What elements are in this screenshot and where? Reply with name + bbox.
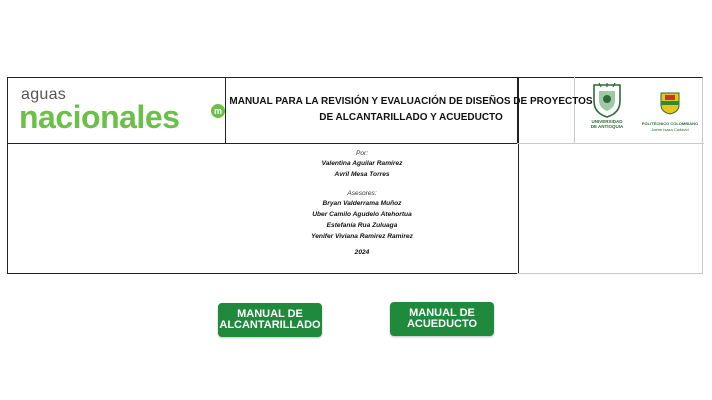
button-label-line: MANUAL DE [409, 307, 475, 319]
divider [225, 77, 226, 143]
politecnico-name-line: POLITÉCNICO COLOMBIANO [641, 121, 699, 126]
udea-name-line: UNIVERSIDAD [591, 119, 623, 124]
button-label-line: ALCANTARILLADO [219, 319, 321, 331]
advisor-name: Yenifer Viviana Ramirez Ramirez [311, 233, 413, 240]
manual-acueducto-button[interactable] [390, 302, 494, 336]
politecnico-logo [640, 91, 700, 135]
advisor-name: Bryan Valderrama Muñoz [322, 200, 402, 207]
author-name: Avril Mesa Torres [334, 171, 390, 178]
manual-alcantarillado-button[interactable] [218, 303, 322, 337]
advisors-label: Asesores: [347, 190, 377, 197]
author-name: Valentina Aguilar Ramírez [321, 160, 403, 167]
politecnico-name-line: Jaime Isaza Cadavid [651, 127, 689, 132]
udea-name-line: DE ANTIOQUIA [590, 124, 624, 129]
document-title [227, 94, 595, 126]
aguas-nacionales-logo [19, 85, 222, 135]
advisor-name: Estefanía Rua Zuluaga [326, 222, 398, 229]
divider [517, 143, 704, 144]
title-line: MANUAL PARA LA REVISIÓN Y EVALUACIÓN DE DISEÑOS DE PROYECTOS [229, 96, 593, 107]
credits-block [227, 149, 497, 258]
politecnico-shield-icon [659, 91, 681, 115]
button-label-line: ACUEDUCTO [406, 318, 478, 330]
logo-badge-icon: m [211, 104, 225, 118]
logo-main-word: nacionales [19, 99, 180, 135]
udea-logo [580, 81, 634, 141]
divider [7, 143, 517, 144]
logo-top-word: aguas [21, 86, 67, 103]
university-shield-icon [590, 81, 624, 119]
document-year: 2024 [354, 249, 370, 256]
button-label-line: MANUAL DE [237, 308, 303, 320]
title-line: DE ALCANTARILLADO Y ACUEDUCTO [319, 112, 503, 123]
advisor-name: Uber Camilo Agudelo Atehortua [312, 211, 412, 218]
document-header-table [7, 77, 704, 274]
authors-label: Por: [355, 150, 369, 157]
